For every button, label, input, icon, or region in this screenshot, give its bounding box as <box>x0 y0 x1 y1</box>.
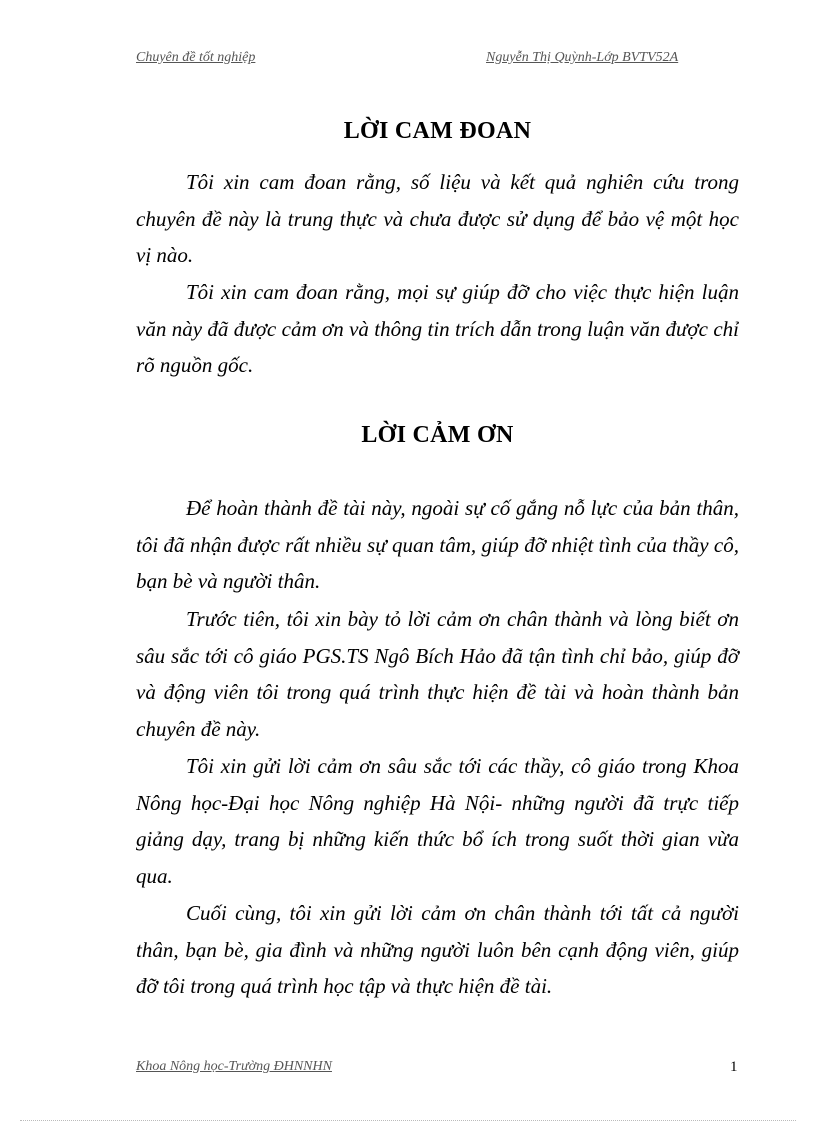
paragraph: Cuối cùng, tôi xin gửi lời cảm ơn chân thành tới tất cả người thân, bạn bè, gia đình và những người luôn bên cạnh động viên, giúp đỡ tôi trong quá trình học tập và thực hiện đề tài. <box>136 901 739 998</box>
header-course-title: Chuyên đề tốt nghiệp <box>136 50 256 65</box>
paragraph: Tôi xin cam đoan rằng, mọi sự giúp đỡ cho việc thực hiện luận văn này đã được cảm ơn và thông tin trích dẫn trong luận văn được chỉ rõ nguồn gốc. <box>136 280 739 377</box>
page-number: 1 <box>730 1059 738 1075</box>
paragraph: Tôi xin cam đoan rằng, số liệu và kết quả nghiên cứu trong chuyên đề này là trung thực và chưa được sử dụng để bảo vệ một học vị nào. <box>136 170 739 267</box>
paragraph: Trước tiên, tôi xin bày tỏ lời cảm ơn chân thành và lòng biết ơn sâu sắc tới cô giáo PGS.TS Ngô Bích Hảo đã tận tình chỉ bảo, giúp đỡ và động viên tôi trong quá trình thực hiện đề tài và hoàn thành bản chuyên đề này. <box>136 607 739 741</box>
header-author-class: Nguyễn Thị Quỳnh-Lớp BVTV52A <box>486 50 679 65</box>
page-bottom-divider <box>20 1120 796 1121</box>
section-title-loi-cam-on: LỜI CẢM ƠN <box>361 422 514 448</box>
paragraph: Tôi xin gửi lời cảm ơn sâu sắc tới các thầy, cô giáo trong Khoa Nông học-Đại học Nông nghiệp Hà Nội- những người đã trực tiếp giảng dạy, trang bị những kiến thức bổ ích trong suốt thời gian vừa qua. <box>136 754 739 888</box>
paragraph: Để hoàn thành đề tài này, ngoài sự cố gắng nỗ lực của bản thân, tôi đã nhận được rất nhiều sự quan tâm, giúp đỡ nhiệt tình của thầy cô, bạn bè và người thân. <box>136 496 739 593</box>
section-title-loi-cam-doan: LỜI CAM ĐOAN <box>343 118 532 144</box>
footer-institution: Khoa Nông học-Trường ĐHNNHN <box>136 1059 332 1074</box>
